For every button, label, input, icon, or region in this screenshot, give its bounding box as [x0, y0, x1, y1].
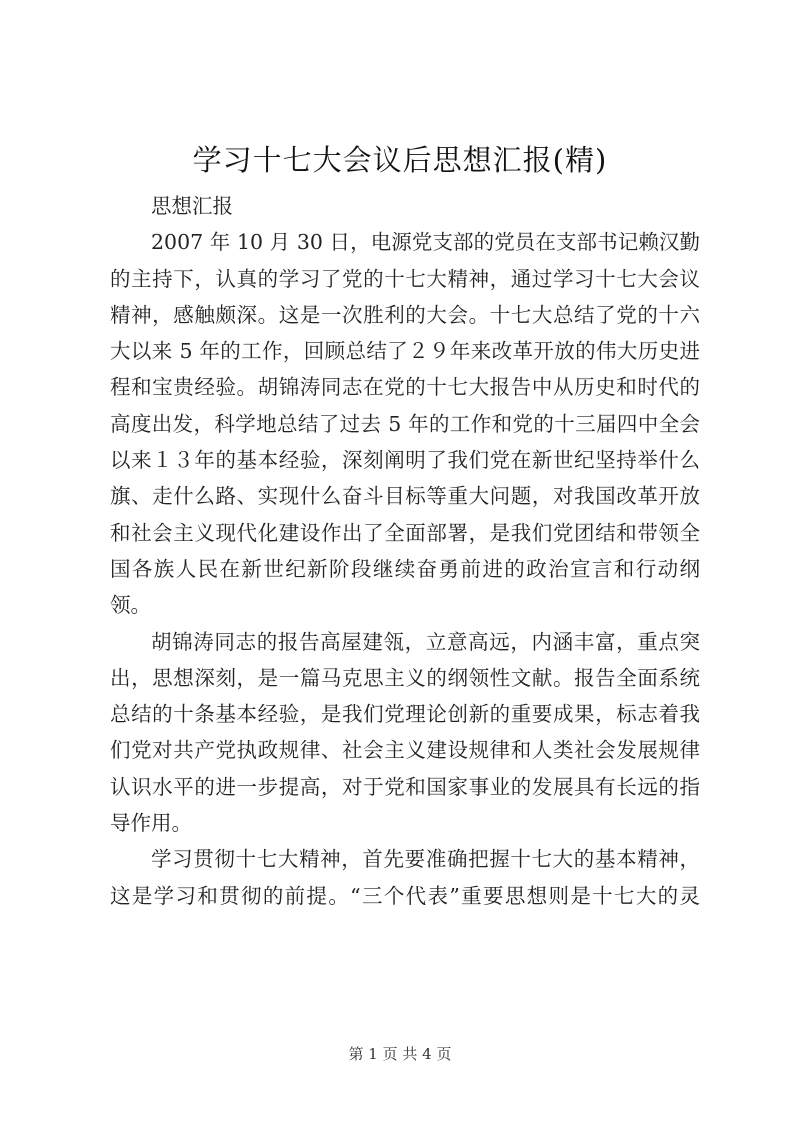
text-line: 认识水平的进一步提高，对于党和国家事业的发展具有长远的指 [110, 774, 700, 799]
subtitle: 思想汇报 [151, 194, 233, 218]
text-line: 以来１３年的基本经验，深刻阐明了我们党在新世纪坚持举什么 [110, 448, 700, 473]
text-line: 2007 年 10 月 30 日，电源党支部的党员在支部书记赖汉勤 [151, 230, 700, 255]
page-footer: 第 1 页 共 4 页 [348, 1045, 452, 1063]
text-line: 国各族人民在新世纪新阶段继续奋勇前进的政治宣言和行动纲 [110, 556, 700, 581]
text-line: 出，思想深刻，是一篇马克思主义的纲领性文献。报告全面系统 [110, 665, 700, 690]
document-title: 学习十七大会议后思想汇报(精) [192, 143, 608, 177]
text-line: 程和宝贵经验。胡锦涛同志在党的十七大报告中从历史和时代的 [110, 375, 700, 400]
paragraph-3 [110, 841, 700, 914]
paragraph-1 [110, 224, 700, 623]
text-line: 学习贯彻十七大精神，首先要准确把握十七大的基本精神， [151, 847, 700, 872]
document-body [110, 188, 700, 914]
text-line: 导作用。 [110, 811, 192, 836]
text-line: 这是学习和贯彻的前提。“三个代表”重要思想则是十七大的灵 [110, 883, 700, 908]
subtitle-paragraph [110, 188, 700, 224]
paragraph-2 [110, 624, 700, 842]
text-line: 领。 [110, 593, 151, 618]
text-line: 精神，感触颇深。这是一次胜利的大会。十七大总结了党的十六 [110, 302, 700, 327]
text-line: 高度出发，科学地总结了过去 5 年的工作和党的十三届四中全会 [110, 411, 700, 436]
text-line: 的主持下，认真的学习了党的十七大精神，通过学习十七大会议 [110, 266, 700, 291]
text-line: 旗、走什么路、实现什么奋斗目标等重大问题，对我国改革开放 [110, 484, 700, 509]
text-line: 总结的十条基本经验，是我们党理论创新的重要成果，标志着我 [110, 702, 700, 727]
text-line: 大以来 5 年的工作，回顾总结了２９年来改革开放的伟大历史进 [110, 339, 700, 364]
text-line: 们党对共产党执政规律、社会主义建设规律和人类社会发展规律 [110, 738, 700, 763]
text-line: 和社会主义现代化建设作出了全面部署，是我们党团结和带领全 [110, 520, 700, 545]
text-line: 胡锦涛同志的报告高屋建瓴，立意高远，内涵丰富，重点突 [151, 629, 700, 654]
